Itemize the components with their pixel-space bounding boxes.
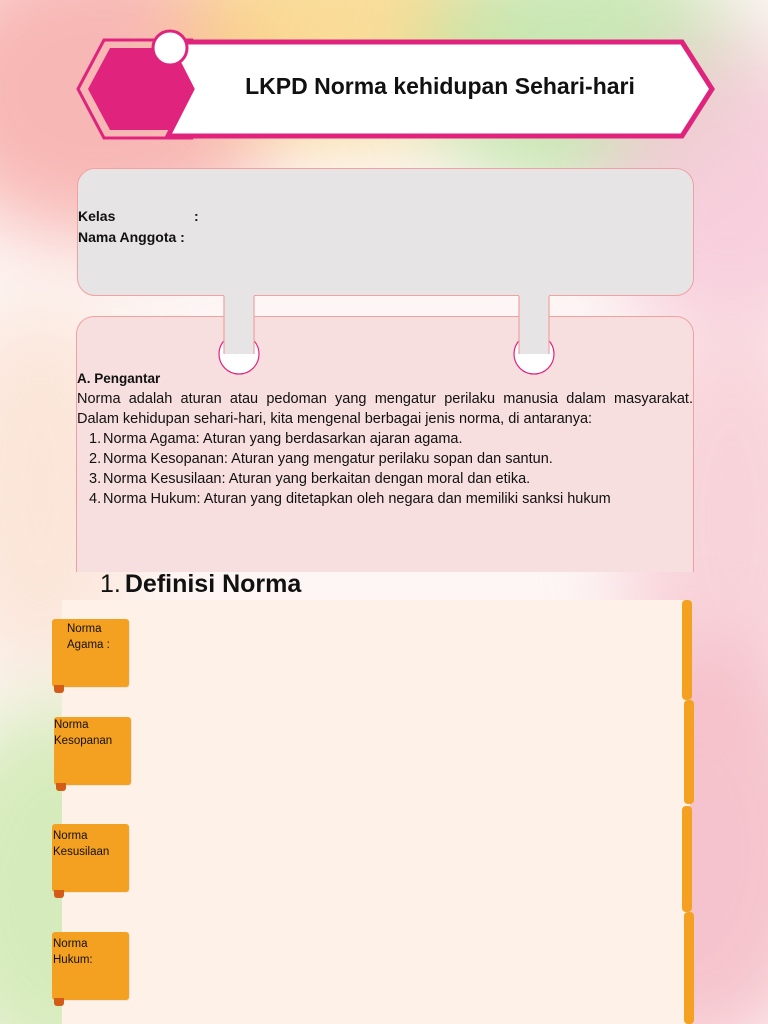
tag-norma-agama bbox=[52, 619, 129, 687]
nama-anggota-label: Nama Anggota : bbox=[78, 229, 185, 245]
section-number: 1. bbox=[100, 570, 121, 598]
tag-line: Norma bbox=[53, 938, 88, 950]
tag-norma-kesopanan bbox=[54, 717, 131, 785]
list-item: Norma Kesopanan: Aturan yang mengatur perilaku sopan dan santun. bbox=[103, 451, 553, 467]
tag-line: Norma bbox=[53, 830, 88, 842]
tag-norma-hukum bbox=[52, 932, 129, 1000]
kelas-label: Kelas bbox=[78, 208, 116, 224]
panel-edge-bar bbox=[684, 700, 694, 804]
tag-norma-kesusilaan bbox=[52, 824, 129, 892]
norma-list bbox=[103, 429, 693, 509]
intro-content bbox=[77, 369, 693, 509]
definition-panel bbox=[53, 600, 690, 1024]
list-item: Norma Kesusilaan: Aturan yang berkaitan dengan moral dan etika. bbox=[103, 471, 531, 487]
intro-paragraph: Norma adalah aturan atau pedoman yang mengatur perilaku manusia dalam masyarakat. Dalam kehidupan sehari-hari, kita mengenal berbagai jenis norma, di antaranya: bbox=[77, 391, 693, 427]
intro-heading: A. Pengantar bbox=[77, 371, 161, 386]
tag-line: Norma bbox=[54, 719, 89, 731]
tag-line: Kesopanan bbox=[54, 735, 113, 747]
list-item: Norma Hukum: Aturan yang ditetapkan oleh negara dan memiliki sanksi hukum bbox=[103, 491, 611, 507]
panel-edge-bar bbox=[682, 600, 692, 700]
list-item: Norma Agama: Aturan yang berdasarkan ajaran agama. bbox=[103, 431, 463, 447]
panel-edge-bar bbox=[682, 806, 692, 912]
tag-line: Agama : bbox=[67, 639, 110, 651]
kelas-colon: : bbox=[194, 208, 199, 224]
section-heading bbox=[100, 566, 301, 602]
tag-line: Hukum: bbox=[53, 954, 93, 966]
tag-line: Kesusilaan bbox=[53, 846, 110, 858]
section-title: Definisi Norma bbox=[124, 570, 302, 598]
panel-edge-bar bbox=[684, 912, 694, 1024]
tag-line: Norma bbox=[67, 623, 102, 635]
page-title: LKPD Norma kehidupan Sehari-hari bbox=[245, 73, 635, 99]
